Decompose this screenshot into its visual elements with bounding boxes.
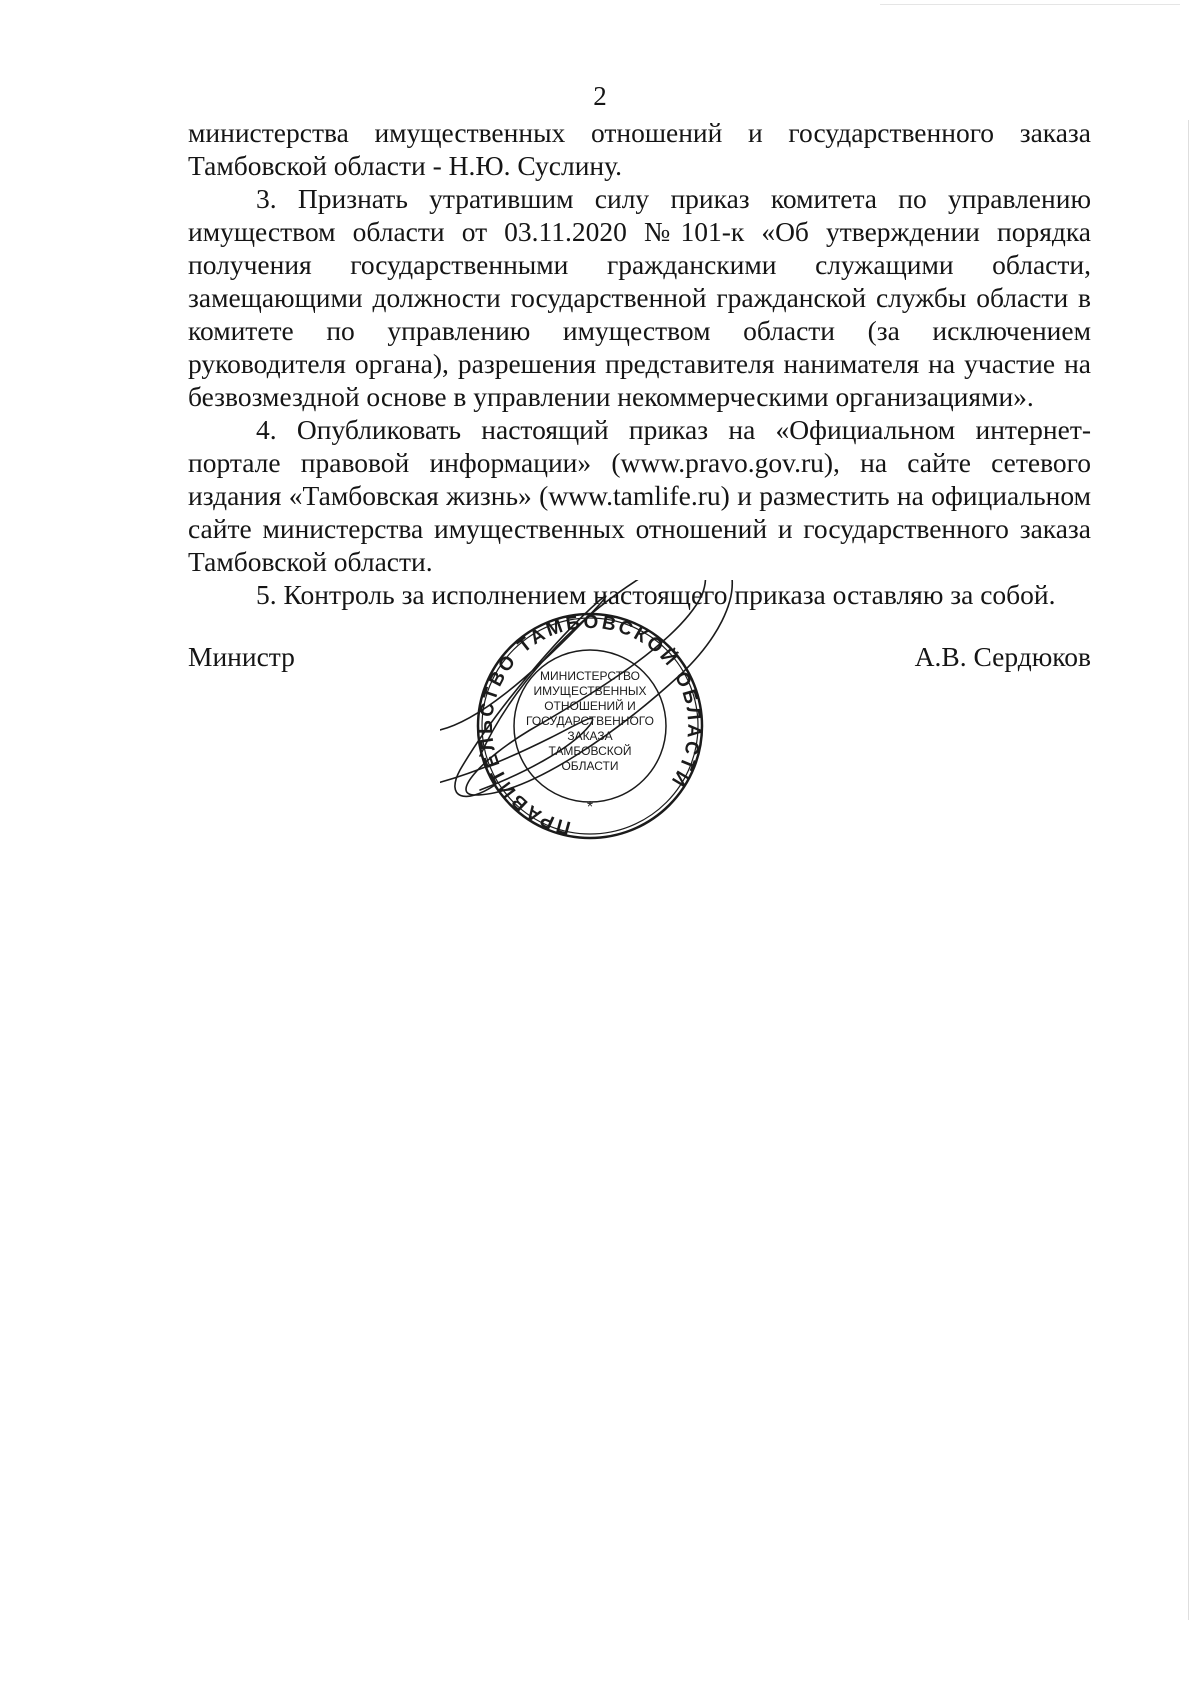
seal-line: ЗАКАЗА (567, 729, 613, 743)
page-number: 2 (593, 81, 607, 111)
seal-line: ТАМБОВСКОЙ (548, 744, 632, 758)
seal-star: * (586, 799, 594, 816)
paragraph-item-4: 4. Опубликовать настоящий приказ на «Официальном интернет-портале правовой информации» (www.pravo.gov.ru), на сайте сетевого издания «Тамбовская жизнь» (www.tamlife.ru) и разместить на официальном сайте министерства имущественных отношений и государственного заказа Тамбовской области. (188, 414, 1091, 577)
paragraph-item-5: 5. Контроль за исполнением настоящего приказа оставляю за собой. (256, 579, 1056, 610)
seal-line: ГОСУДАРСТВЕННОГО (526, 714, 654, 728)
document-body (188, 116, 1091, 611)
signatory-name: А.В. Сердюков (914, 641, 1091, 672)
official-seal (440, 580, 780, 880)
paragraph-continuation: министерства имущественных отношений и государственного заказа Тамбовской области - Н.Ю. Суслину. (188, 117, 1091, 181)
paragraph-item-3: 3. Признать утратившим силу приказ комитета по управлению имуществом области от 03.11.2020 №101-к «Об утверждении порядка получения государственными гражданскими служащими области, замещающими должности государственной гражданской службы области в комитете по управлению имуществом области (за исключением руководителя органа), разрешения представителя нанимателя на участие на безвозмездной основе в управлении некоммерческими организациями». (188, 183, 1091, 412)
seal-stamp-graphic (440, 580, 780, 880)
seal-line: ИМУЩЕСТВЕННЫХ (533, 684, 647, 698)
seal-line: ОТНОШЕНИЙ И (544, 699, 636, 713)
scan-edge-line (880, 4, 1180, 5)
scan-edge-line (1188, 120, 1189, 1620)
seal-line: ОБЛАСТИ (561, 759, 619, 773)
seal-ring-text: ПРАВИТЕЛЬСТВО ТАМБОВСКОЙ ОБЛАСТИ (476, 611, 705, 839)
seal-line: МИНИСТЕРСТВО (540, 669, 640, 683)
signatory-title: Министр (188, 641, 295, 672)
